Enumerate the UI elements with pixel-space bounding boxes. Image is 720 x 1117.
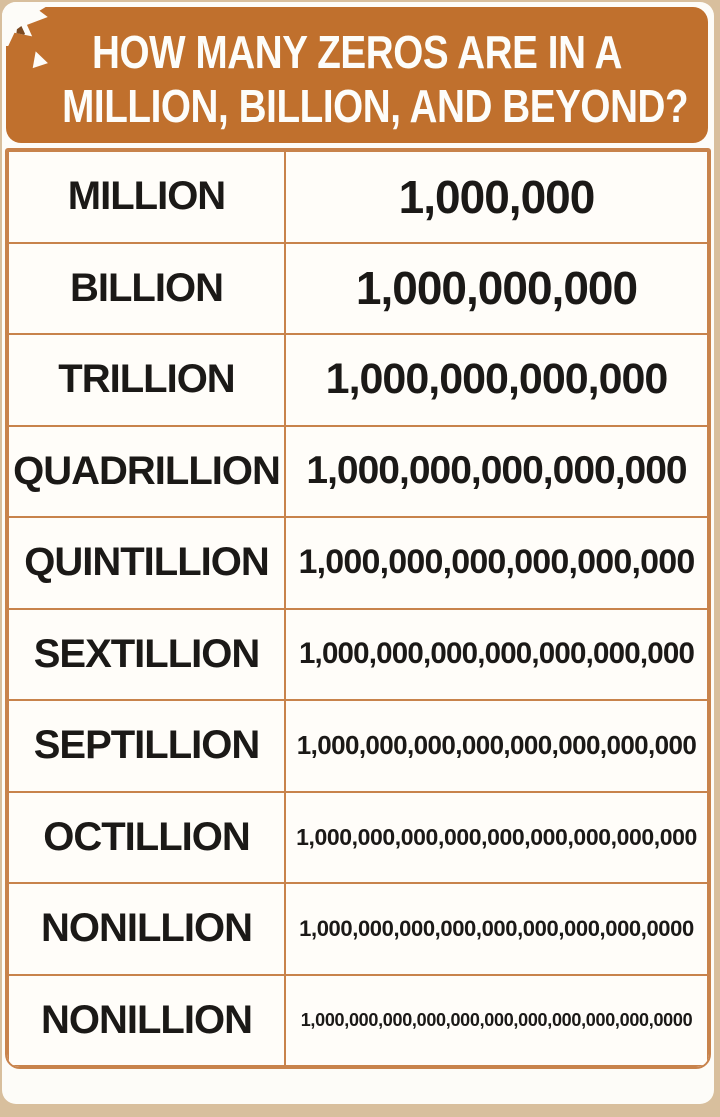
number-name-cell: SEPTILLION xyxy=(8,700,285,792)
number-name-cell: BILLION xyxy=(8,243,285,335)
table-row xyxy=(8,334,708,426)
table-row xyxy=(8,975,708,1067)
number-value-cell: 1,000,000,000,000,000,000,000,000,000,000,0000 xyxy=(285,975,708,1067)
number-value-cell: 1,000,000,000,000,000,000 xyxy=(285,517,708,609)
title-line-2: MILLION, BILLION, AND BEYOND? xyxy=(62,80,689,132)
number-value-cell: 1,000,000,000,000 xyxy=(285,334,708,426)
number-name-cell: TRILLION xyxy=(8,334,285,426)
number-name-cell: MILLION xyxy=(8,151,285,243)
number-value-cell: 1,000,000,000,000,000,000,000,000,000 xyxy=(285,792,708,884)
table-row xyxy=(8,426,708,518)
table-row xyxy=(8,883,708,975)
table-row xyxy=(8,243,708,335)
table-row xyxy=(8,700,708,792)
number-value-cell: 1,000,000,000,000,000,000,000,000,0000 xyxy=(285,883,708,975)
number-value-cell: 1,000,000,000,000,000 xyxy=(285,426,708,518)
zeros-table-container xyxy=(5,148,711,1069)
infographic-card xyxy=(2,2,714,1104)
title-line-1: HOW MANY ZEROS ARE IN A xyxy=(92,26,622,78)
page-title xyxy=(62,25,689,133)
number-value-cell: 1,000,000,000 xyxy=(285,243,708,335)
number-value-cell: 1,000,000,000,000,000,000,000,000 xyxy=(285,700,708,792)
header xyxy=(6,7,708,143)
number-name-cell: NONILLION xyxy=(8,975,285,1067)
torn-paper-decoration xyxy=(2,2,54,46)
number-name-cell: OCTILLION xyxy=(8,792,285,884)
number-name-cell: QUADRILLION xyxy=(8,426,285,518)
number-name-cell: QUINTILLION xyxy=(8,517,285,609)
number-value-cell: 1,000,000 xyxy=(285,151,708,243)
table-row xyxy=(8,792,708,884)
zeros-table xyxy=(7,150,709,1067)
table-row xyxy=(8,517,708,609)
triangle-bullet-icon xyxy=(28,49,48,68)
number-value-cell: 1,000,000,000,000,000,000,000 xyxy=(285,609,708,701)
table-row xyxy=(8,151,708,243)
table-row xyxy=(8,609,708,701)
number-name-cell: SEXTILLION xyxy=(8,609,285,701)
number-name-cell: NONILLION xyxy=(8,883,285,975)
paper-speck-decoration xyxy=(16,26,25,39)
